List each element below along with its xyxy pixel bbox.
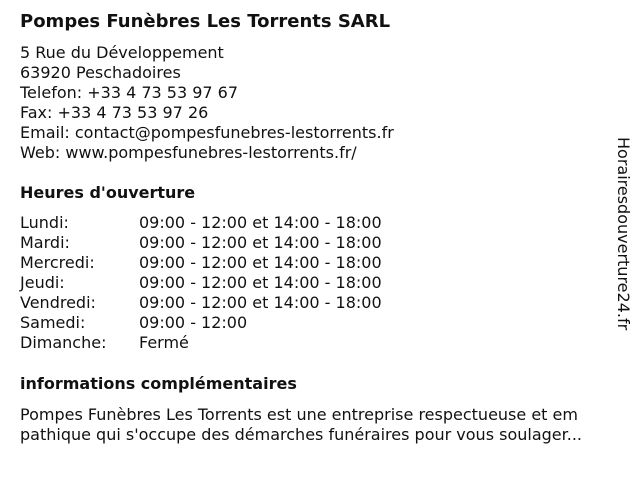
contact-block	[20, 43, 394, 163]
hours-heading: Heures d'ouverture	[20, 183, 196, 202]
day-hours: 09:00 - 12:00 et 14:00 - 18:00	[139, 253, 382, 272]
hours-row-friday	[20, 293, 382, 313]
day-label: Lundi:	[20, 213, 69, 232]
info-heading: informations complémentaires	[20, 374, 297, 393]
phone-number: Telefon: +33 4 73 53 97 67	[20, 83, 239, 102]
email-address: Email: contact@pompesfunebres-lestorrents.fr	[20, 123, 394, 142]
day-hours: 09:00 - 12:00 et 14:00 - 18:00	[139, 213, 382, 232]
hours-row-sunday	[20, 333, 382, 353]
day-hours: 09:00 - 12:00	[139, 313, 248, 332]
street-address: 5 Rue du Développement	[20, 43, 224, 62]
info-line: pathique qui s'occupe des démarches funéraires pour vous soulager...	[20, 425, 582, 444]
business-name: Pompes Funèbres Les Torrents SARL	[20, 11, 391, 32]
day-label: Mercredi:	[20, 253, 95, 272]
day-hours: 09:00 - 12:00 et 14:00 - 18:00	[139, 273, 382, 292]
hours-row-tuesday	[20, 233, 382, 253]
hours-row-thursday	[20, 273, 382, 293]
city-address: 63920 Peschadoires	[20, 63, 181, 82]
day-label: Vendredi:	[20, 293, 96, 312]
info-line: Pompes Funèbres Les Torrents est une entreprise respectueuse et em	[20, 405, 578, 424]
day-label: Dimanche:	[20, 333, 107, 352]
day-label: Jeudi:	[20, 273, 65, 292]
info-description	[20, 405, 630, 445]
hours-row-wednesday	[20, 253, 382, 273]
day-hours: Fermé	[139, 333, 189, 352]
fax-number: Fax: +33 4 73 53 97 26	[20, 103, 209, 122]
hours-row-monday	[20, 213, 382, 233]
opening-hours-table	[20, 213, 382, 353]
website-address: Web: www.pompesfunebres-lestorrents.fr/	[20, 143, 357, 162]
day-label: Samedi:	[20, 313, 86, 332]
site-watermark: Horairesdouverture24.fr	[614, 137, 633, 331]
day-hours: 09:00 - 12:00 et 14:00 - 18:00	[139, 233, 382, 252]
day-label: Mardi:	[20, 233, 70, 252]
day-hours: 09:00 - 12:00 et 14:00 - 18:00	[139, 293, 382, 312]
hours-row-saturday	[20, 313, 382, 333]
